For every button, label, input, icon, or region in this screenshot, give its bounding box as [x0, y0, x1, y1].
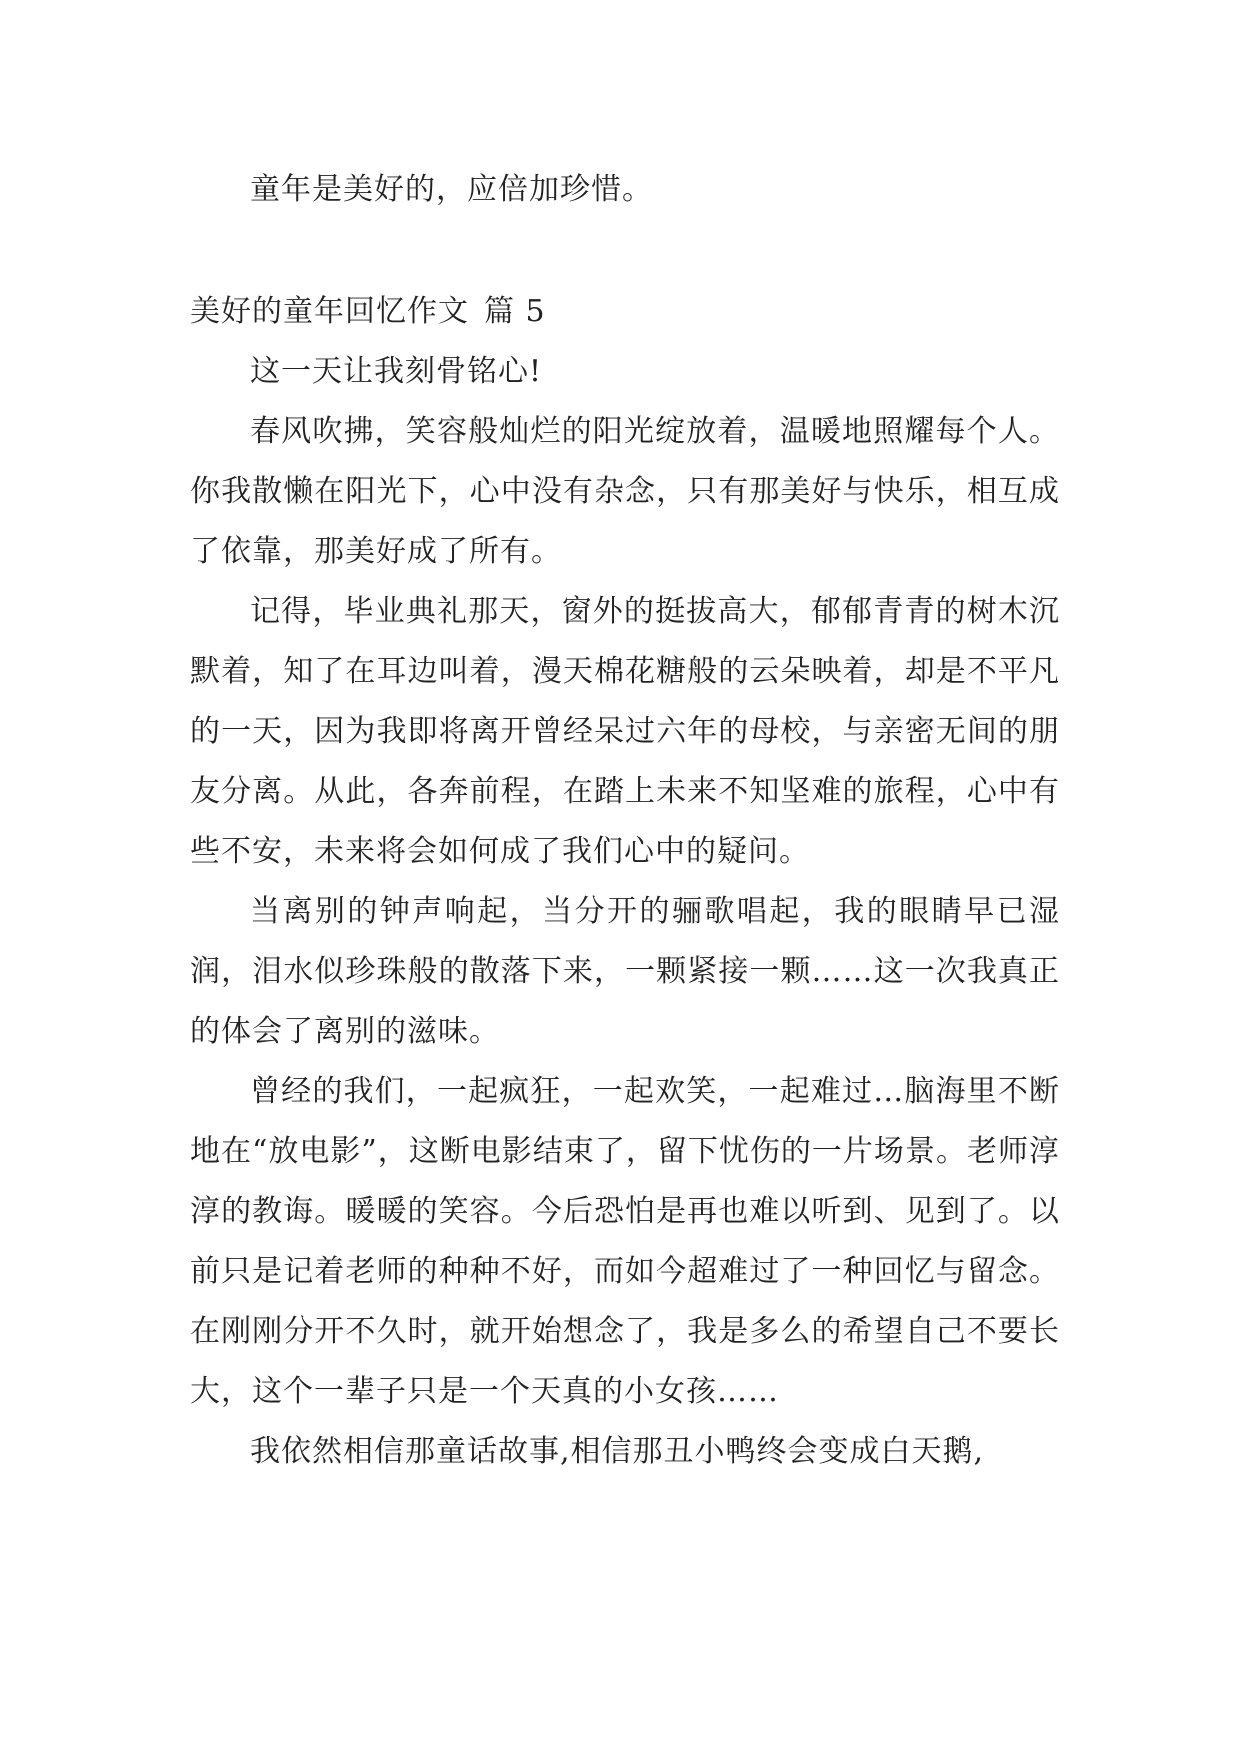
section-title: 美好的童年回忆作文	[190, 294, 469, 329]
section-spacer	[190, 220, 1060, 282]
paragraph: 曾经的我们，一起疯狂，一起欢笑，一起难过…脑海里不断地在“放电影”，这断电影结束了，留下忧伤的一片场景。老师淳淳的教诲。暖暖的笑容。今后恐怕是再也难以听到、见到了。以前只是记着老师的种种不好，而如今超难过了一种回忆与留念。在刚刚分开不久时，就开始想念了，我是多么的希望自己不要长大，这个一辈子只是一个天真的小女孩……	[190, 1074, 1060, 1409]
paragraph: 这一天让我刻骨铭心!	[250, 354, 543, 389]
section-number: 篇 5	[484, 294, 546, 329]
paragraph: 记得，毕业典礼那天，窗外的挺拔高大，郁郁青青的树木沉默着，知了在耳边叫着，漫天棉花糖般的云朵映着，却是不平凡的一天，因为我即将离开曾经呆过六年的母校，与亲密无间的朋友分离。从此，各奔前程，在踏上未来不知坚难的旅程，心中有些不安，未来将会如何成了我们心中的疑问。	[190, 594, 1060, 869]
paragraph: 春风吹拂，笑容般灿烂的阳光绽放着，温暖地照耀每个人。你我散懒在阳光下，心中没有杂念，只有那美好与快乐，相互成了依靠，那美好成了所有。	[190, 414, 1060, 569]
section-heading	[190, 282, 1060, 342]
document-body	[190, 160, 1060, 1482]
paragraph: 当离别的钟声响起，当分开的骊歌唱起，我的眼睛早已湿润，泪水似珍珠般的散落下来，一颗紧接一颗……这一次我真正的体会了离别的滋味。	[190, 894, 1060, 1049]
intro-paragraph: 童年是美好的，应倍加珍惜。	[250, 172, 653, 207]
paragraph: 我依然相信那童话故事,相信那丑小鸭终会变成白天鹅,	[250, 1434, 985, 1469]
